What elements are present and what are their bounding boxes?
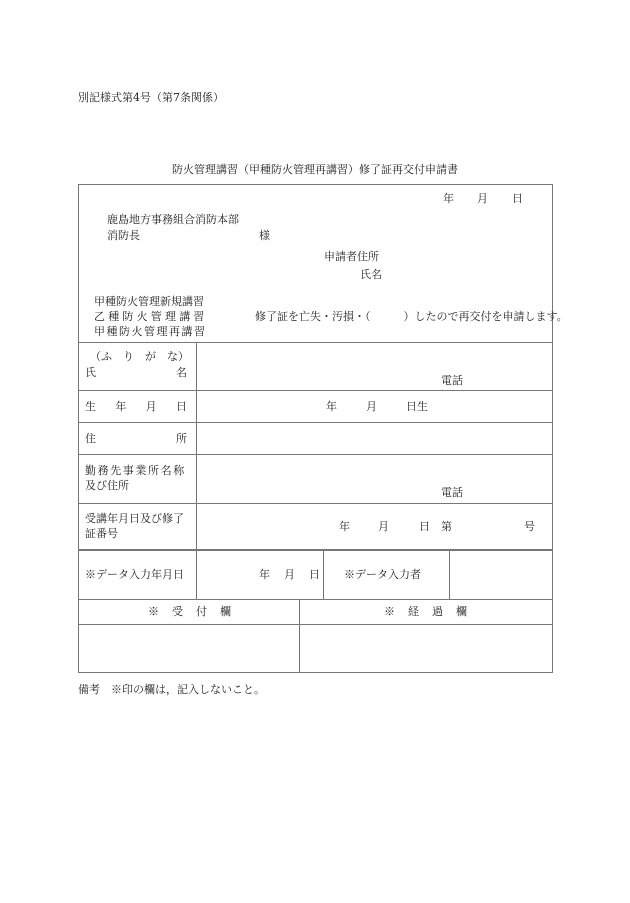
data-entry-day: 日 — [309, 568, 320, 581]
data-entry-person-label: ※データ入力者 — [344, 568, 421, 581]
workplace-label-line2: 及び住所 — [85, 479, 129, 492]
note: 備考 ※印の欄は，記入しないこと。 — [78, 683, 265, 696]
divider — [323, 549, 324, 599]
cert-no-suffix: 号 — [524, 520, 535, 533]
addressee-title: 消防長 — [107, 229, 140, 242]
workplace-phone-label: 電話 — [441, 486, 463, 499]
header-date-month: 月 — [477, 192, 488, 205]
course-option-1: 甲種防火管理新規講習 — [94, 295, 204, 308]
course-date-day: 日 — [419, 520, 430, 533]
addressee-org: 鹿島地方事務組合消防本部 — [107, 213, 239, 226]
data-entry-date-label: ※データ入力年月日 — [85, 568, 184, 581]
course-date-month: 月 — [378, 520, 389, 533]
form-id: 別記様式第4号（第7条関係） — [78, 91, 224, 104]
progress-field[interactable] — [300, 625, 552, 672]
workplace-field[interactable] — [197, 455, 552, 503]
birthdate-year: 年 — [326, 400, 337, 413]
birthdate-month: 月 — [366, 400, 377, 413]
honorific: 様 — [259, 229, 270, 242]
statement-text: 修了証を亡失・汚損・（ ）したので再交付を申請します。 — [255, 310, 568, 323]
name-phone-label: 電話 — [441, 374, 463, 387]
reception-field[interactable] — [79, 625, 299, 672]
data-entry-year: 年 — [259, 568, 270, 581]
course-date-year: 年 — [339, 520, 350, 533]
course-date-label-line2: 証番号 — [85, 527, 118, 540]
birthdate-label: 生 年 月 日 — [85, 400, 187, 413]
course-date-field[interactable] — [197, 504, 552, 549]
cert-no-prefix: 第 — [441, 520, 452, 533]
progress-label: ※ 経 過 欄 — [384, 605, 468, 618]
name-field[interactable] — [197, 343, 552, 390]
applicant-address-label: 申請者住所 — [324, 250, 379, 263]
page-title: 防火管理講習（甲種防火管理再講習）修了証再交付申請書 — [172, 163, 458, 176]
name-label: 氏 名 — [85, 366, 187, 379]
header-date-year: 年 — [443, 192, 454, 205]
course-option-3: 甲種防火管理再講習 — [94, 325, 207, 338]
furigana-label: （ふ り が な） — [90, 350, 189, 363]
course-date-label-line1: 受講年月日及び修了 — [85, 512, 184, 525]
divider — [78, 599, 553, 600]
data-entry-month: 月 — [284, 568, 295, 581]
birthdate-day: 日生 — [406, 400, 428, 413]
reception-label: ※ 受 付 欄 — [148, 605, 232, 618]
applicant-name-label: 氏名 — [360, 268, 382, 281]
workplace-label-line1: 勤務先事業所名称 — [85, 464, 186, 477]
data-entry-person-field[interactable] — [450, 550, 552, 599]
address-label: 住 所 — [85, 432, 187, 445]
header-date-day: 日 — [512, 192, 523, 205]
course-option-2: 乙種防火管理講習 — [94, 310, 208, 323]
address-field[interactable] — [197, 423, 552, 454]
